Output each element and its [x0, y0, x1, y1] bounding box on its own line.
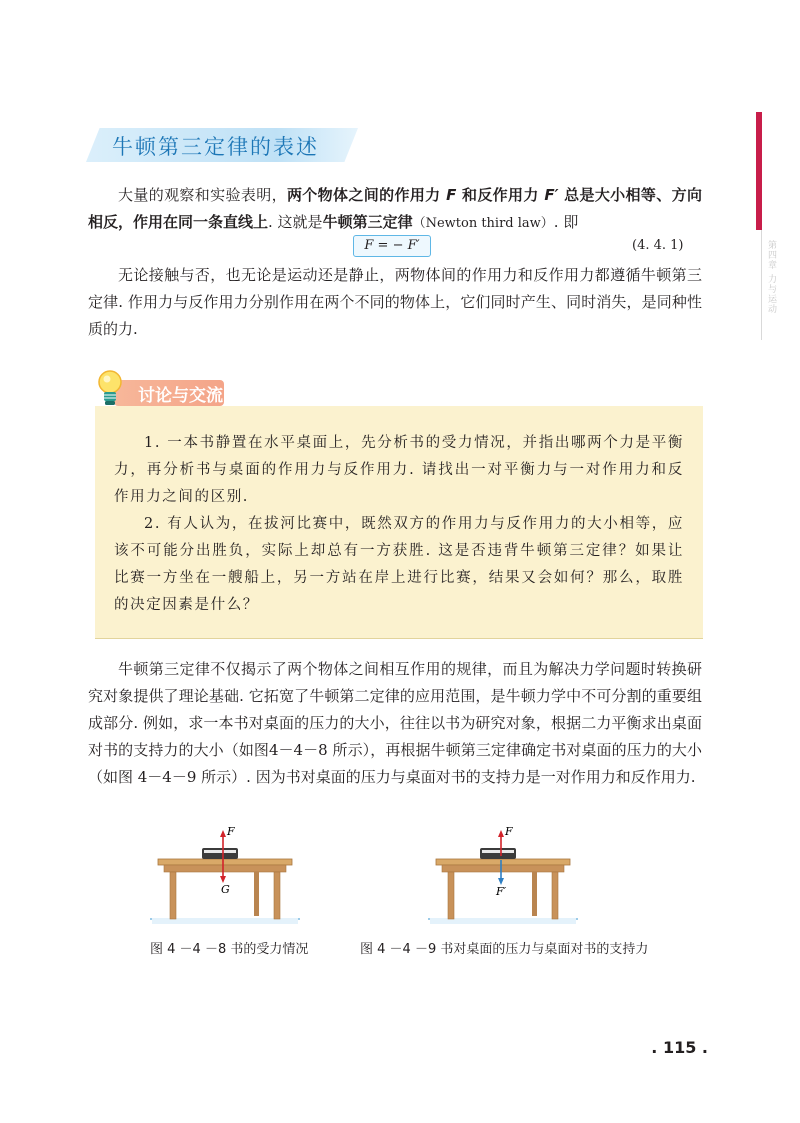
paragraph-2: 无论接触与否，也无论是运动还是静止，两物体间的作用力和反作用力都遵循牛顿第三定律. 作用力与反作用力分别作用在两个不同的物体上，它们同时产生、同时消失，是同种性质的力. — [88, 266, 702, 338]
table-leg — [532, 872, 537, 916]
table-leg — [552, 872, 558, 919]
force-label-F: F — [227, 825, 235, 838]
intro-bold-1: 两个物体之间的作用力 — [286, 186, 447, 204]
intro-text-2: . 这就是 — [268, 213, 323, 231]
table-top — [158, 859, 292, 865]
formula-box: F = − F′ — [353, 235, 431, 257]
table-leg — [448, 872, 454, 919]
figure-caption-2: 图 4 －4 －9 书对桌面的压力与桌面对书的支持力 — [360, 942, 649, 957]
table-leg — [274, 872, 280, 919]
intro-bold-3: 总是大小相等、方向相反，作用在同一条直线上 — [88, 186, 702, 231]
law-english: （Newton third law） — [412, 216, 554, 231]
intro-paragraph — [88, 182, 702, 237]
chapter-tab-bar — [756, 112, 762, 230]
force-label-F-prime: F′ — [496, 885, 507, 898]
discussion-question-1: 1. 一本书静置在水平桌面上，先分析书的受力情况，并指出哪两个力是平衡力，再分析书与桌面的作用力与反作用力. 请找出一对平衡力与一对作用力和反作用力之间的区别. — [114, 435, 684, 505]
book — [202, 848, 238, 859]
table-top — [436, 859, 570, 865]
chapter-tab-line — [761, 230, 762, 340]
table-apron — [442, 865, 564, 872]
arrow-head — [498, 878, 504, 885]
figure-4-4-8 — [150, 822, 300, 924]
table-leg — [170, 872, 176, 919]
figure-4-4-9 — [428, 822, 578, 924]
discussion-question-2: 2. 有人认为，在拔河比赛中，既然双方的作用力与反作用力的大小相等，应该不可能分出胜负，实际上却总有一方获胜. 这是否违背牛顿第三定律？如果让比赛一方坐在一艘船上，另一方站在岸上进行比赛，结果又会如何？那么，取胜的决定因素是什么？ — [114, 516, 684, 613]
book — [480, 848, 516, 859]
paragraph-3: 牛顿第三定律不仅揭示了两个物体之间相互作用的规律，而且为解决力学问题时转换研究对象提供了理论基础. 它拓宽了牛顿第二定律的应用范围，是牛顿力学中不可分割的重要组成部分. 例如，求一本书对桌面的压力的大小，往往以书为研究对象，根据二力平衡求出桌面对书的支持力的大小（如图4－4－8 所示），再根据牛顿第三定律确定书对桌面的压力的大小（如图 4－4－9 所示）. 因为书对桌面的压力与桌面对书的支持力是一对作用力和反作用力. — [88, 660, 702, 786]
law-name: 牛顿第三定律 — [322, 213, 413, 231]
discussion-label: 讨论与交流 — [138, 386, 223, 406]
table-leg — [254, 872, 259, 916]
table-apron — [164, 865, 286, 872]
arrow-head — [498, 830, 504, 837]
lightbulb-icon — [96, 368, 124, 412]
book-pages — [482, 850, 514, 853]
arrow-head — [220, 876, 226, 883]
symbol-F-prime: F′ — [544, 186, 559, 204]
symbol-F: F — [446, 186, 457, 204]
force-label-G: G — [221, 883, 230, 896]
page-number: . 115 . — [651, 1038, 708, 1057]
book-pages — [204, 850, 236, 853]
figure-caption-1: 图 4 －4 －8 书的受力情况 — [150, 942, 309, 957]
force-label-F: F — [505, 825, 513, 838]
intro-bold-2: 和反作用力 — [456, 186, 545, 204]
formula-number: (4. 4. 1) — [632, 238, 684, 253]
intro-text-3: . 即 — [553, 213, 579, 231]
section-title: 牛顿第三定律的表述 — [112, 135, 319, 159]
intro-text-1: 大量的观察和实验表明， — [118, 186, 287, 204]
chapter-tab-text: 第四章 力与运动 — [766, 240, 776, 314]
arrow-head — [220, 830, 226, 837]
